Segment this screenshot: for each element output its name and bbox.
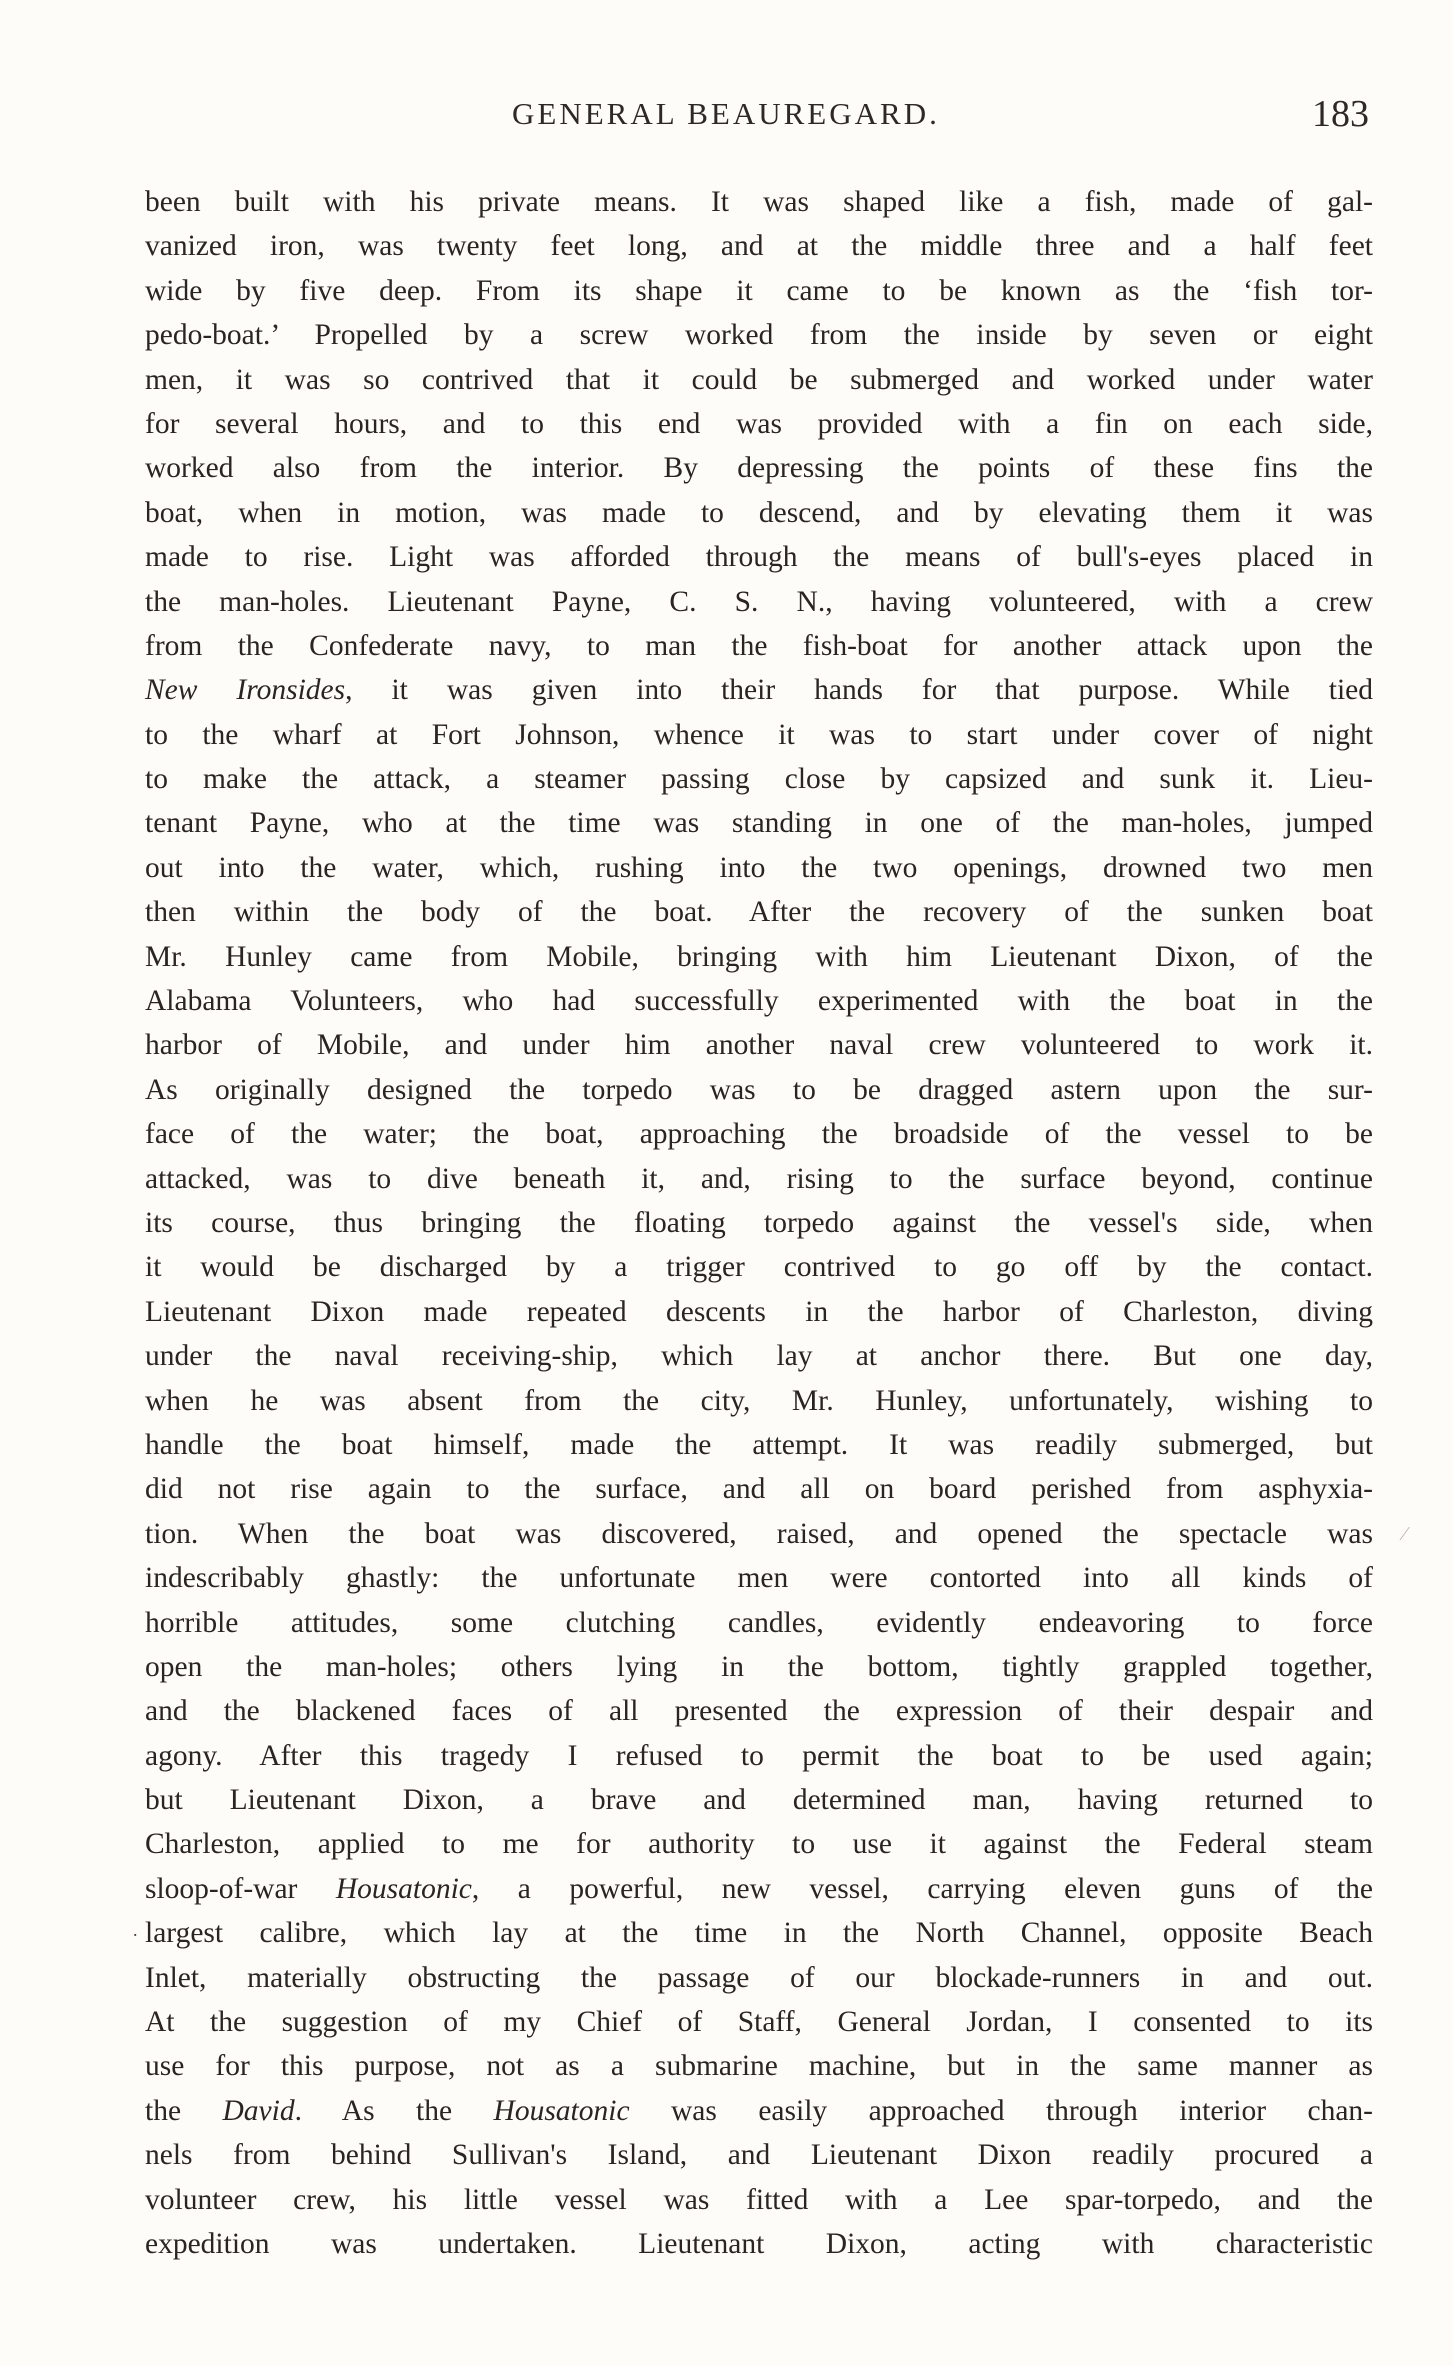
italic-title: New Ironsides [145, 674, 346, 707]
text-line: men, it was so contrived that it could be submerged and worked under water [145, 363, 1373, 396]
text-line: wide by five deep. From its shape it came to be known as the ‘fish tor- [145, 274, 1373, 307]
text-line: open the man-holes; others lying in the bottom, tightly grappled together, [145, 1650, 1373, 1683]
text-line: Inlet, materially obstructing the passage of our blockade-runners in and out. [145, 1961, 1373, 1994]
text-line: under the naval receiving-ship, which lay at anchor there. But one day, [145, 1340, 1373, 1373]
text-line: but Lieutenant Dixon, a brave and determined man, having returned to [145, 1784, 1373, 1817]
text-line: the David. As the Housatonic was easily approached through interior chan- [145, 2094, 1373, 2127]
text-line: and the blackened faces of all presented the expression of their despair and [145, 1695, 1373, 1728]
text-line: nels from behind Sullivan's Island, and Lieutenant Dixon readily procured a [145, 2139, 1373, 2172]
text-line: pedo-boat.’ Propelled by a screw worked from the inside by seven or eight [145, 319, 1373, 352]
text-line: As originally designed the torpedo was to be dragged astern upon the sur- [145, 1073, 1373, 1106]
text-line: Alabama Volunteers, who had successfully experimented with the boat in the [145, 985, 1373, 1018]
italic-title: Housatonic [335, 1872, 472, 1905]
text-line: vanized iron, was twenty feet long, and at the middle three and a half feet [145, 230, 1373, 263]
running-head: GENERAL BEAUREGARD. [512, 96, 940, 131]
text-line: to the wharf at Fort Johnson, whence it was to start under cover of night [145, 718, 1373, 751]
text-line: when he was absent from the city, Mr. Hunley, unfortunately, wishing to [145, 1384, 1373, 1417]
text-line: boat, when in motion, was made to descend, and by elevating them it was [145, 496, 1373, 529]
body-text [145, 180, 1373, 2266]
text-line: its course, thus bringing the floating torpedo against the vessel's side, when [145, 1206, 1373, 1239]
text-line: Lieutenant Dixon made repeated descents in the harbor of Charleston, diving [145, 1295, 1373, 1328]
italic-title: David [222, 2094, 295, 2127]
page-header [0, 92, 1453, 142]
margin-dot: . [133, 1920, 138, 1940]
margin-mark: ⁄ [1403, 1523, 1407, 1545]
text-line: volunteer crew, his little vessel was fitted with a Lee spar-torpedo, and the [145, 2183, 1373, 2216]
text-line: harbor of Mobile, and under him another naval crew volunteered to work it. [145, 1029, 1373, 1062]
text-line: did not rise again to the surface, and all on board perished from asphyxia- [145, 1473, 1373, 1506]
text-line: been built with his private means. It was shaped like a fish, made of gal- [145, 186, 1373, 218]
text-line: Mr. Hunley came from Mobile, bringing with him Lieutenant Dixon, of the [145, 940, 1373, 973]
text-line: to make the attack, a steamer passing close by capsized and sunk it. Lieu- [145, 763, 1373, 796]
text-line: tion. When the boat was discovered, raised, and opened the spectacle was [145, 1517, 1373, 1550]
page-number: 183 [1312, 93, 1369, 135]
text-line: out into the water, which, rushing into the two openings, drowned two men [145, 851, 1373, 884]
text-line: agony. After this tragedy I refused to permit the boat to be used again; [145, 1739, 1373, 1772]
text-line: made to rise. Light was afforded through the means of bull's-eyes placed in [145, 541, 1373, 574]
text-line: sloop-of-war Housatonic, a powerful, new vessel, carrying eleven guns of the [145, 1872, 1373, 1905]
text-line: worked also from the interior. By depressing the points of these fins the [145, 452, 1373, 485]
text-line: use for this purpose, not as a submarine machine, but in the same manner as [145, 2050, 1373, 2083]
text-line: it would be discharged by a trigger contrived to go off by the contact. [145, 1251, 1373, 1284]
text-line: indescribably ghastly: the unfortunate men were contorted into all kinds of [145, 1562, 1373, 1595]
text-line: largest calibre, which lay at the time in the North Channel, opposite Beach [145, 1917, 1373, 1950]
text-line: then within the body of the boat. After the recovery of the sunken boat [145, 896, 1373, 929]
text-line: At the suggestion of my Chief of Staff, General Jordan, I consented to its [145, 2006, 1373, 2039]
text-line: the man-holes. Lieutenant Payne, C. S. N., having volunteered, with a crew [145, 585, 1373, 618]
text-line: for several hours, and to this end was provided with a fin on each side, [145, 407, 1373, 440]
text-line: from the Confederate navy, to man the fish-boat for another attack upon the [145, 629, 1373, 662]
text-line: face of the water; the boat, approaching the broadside of the vessel to be [145, 1118, 1373, 1151]
text-line: expedition was undertaken. Lieutenant Dixon, acting with characteristic [145, 2227, 1373, 2260]
text-line: horrible attitudes, some clutching candles, evidently endeavoring to force [145, 1606, 1373, 1639]
text-line: Charleston, applied to me for authority to use it against the Federal steam [145, 1828, 1373, 1861]
text-line: handle the boat himself, made the attempt. It was readily submerged, but [145, 1428, 1373, 1461]
italic-title: Housatonic [493, 2094, 630, 2127]
text-line: tenant Payne, who at the time was standing in one of the man-holes, jumped [145, 807, 1373, 840]
text-line: attacked, was to dive beneath it, and, rising to the surface beyond, continue [145, 1162, 1373, 1195]
text-line: New Ironsides, it was given into their hands for that purpose. While tied [145, 674, 1374, 707]
